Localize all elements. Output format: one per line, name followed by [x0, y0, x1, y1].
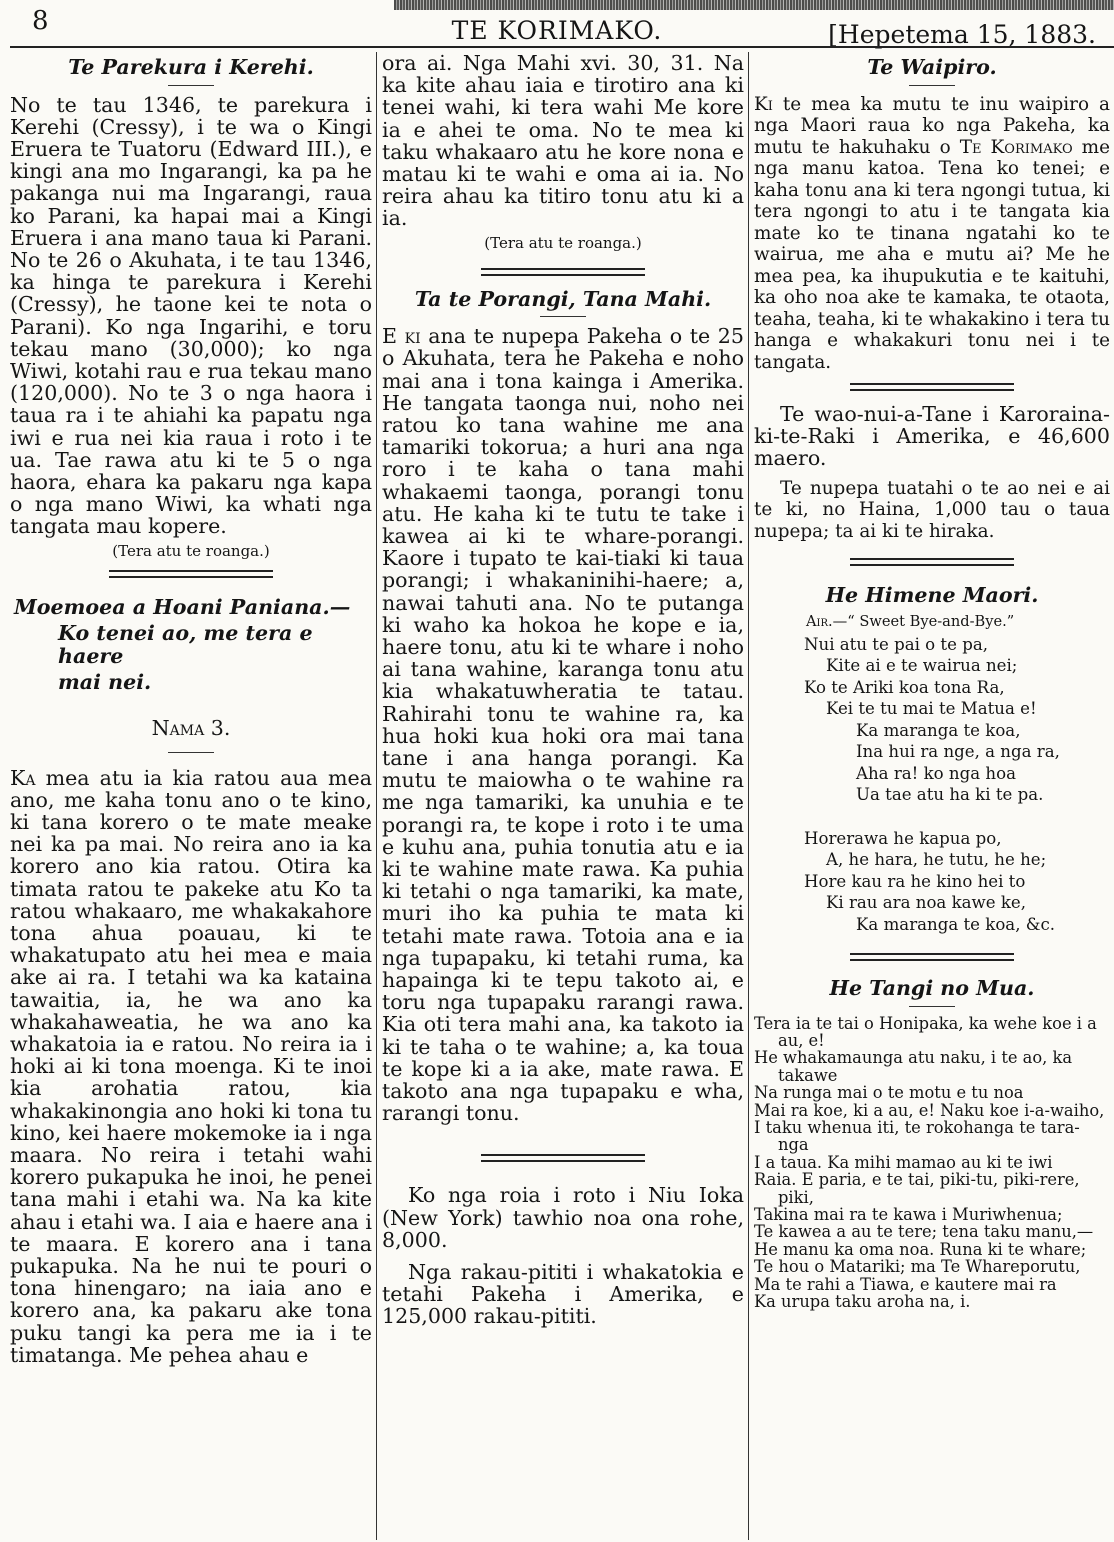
section-divider [481, 268, 645, 276]
article-paragraph: No te tau 1346, te parekura i Kerehi (Cressy), i te wa o Kingi Eruera te Tuatoru (Edward III.), e kingi ana mo Ingarangi, ka pa he pakanga nui ma Ingarangi, raua ko Parani, ka hapai mai a Kingi Eruera i ana mano taua ki Parani. No te 26 o Akuhata, i te tau 1346, ka hinga te parekura i Kerehi (Cressy), he taone kei te nota o Parani). Ko nga Ingarihi, e toru tekau mano (30,000); ko nga Wiwi, kotahi rau e rua tekau mano (120,000). No te 3 o nga haora i taua ra i te ahiahi ka papatu nga iwi e rua nei kia raua i roto i te ua. Tae rawa atu ki te 5 o nga haora, ehara ka pakaru nga kapa o nga mano Wiwi, ka whati nga tangata mau kopere. [10, 92, 372, 539]
section-divider [850, 953, 1014, 961]
article-paragraph: Ko nga roia i roto i Niu Ioka (New York) tawhio noa ona rohe, 8,000. [382, 1183, 744, 1252]
lament-line: Ma te rahi a Tiawa, e kautere mai ra [754, 1274, 1057, 1294]
section-divider [109, 570, 273, 578]
hymn-verses [754, 634, 1110, 936]
hymn-line: Kei te tu mai te Matua e! [826, 699, 1037, 719]
lament-line: Ka urupa taku aroha na, i. [754, 1292, 971, 1312]
hymn-line: Horerawa he kapua po, [804, 828, 1002, 848]
lament-line: I taku whenua iti, te rokohanga te tara-nga [754, 1118, 1080, 1155]
hymn-line: Hore kau ra he kino hei to [804, 871, 1026, 891]
article-heading: Moemoea a Hoani Paniana.— [14, 594, 351, 619]
lament-line: Te kawea a au te tere; tena taku manu,— [754, 1222, 1094, 1242]
article-paragraph: E ki ana te nupepa Pakeha o te 25 o Akuhata, tera he Pakeha e noho mai ana i tona kainga i Amerika. He tangata taonga nui, noho nei ratou ko tana wahine me ana tamariki tokorua; a huri ana nga roro i te kaha o tana mahi whakaemi taonga, porangi tonu atu. He kaha ki te tutu te take i kawea ai ki te whare-porangi. Kaore i tupato te kai-tiaki ki taua porangi; i whakaninihi-haere; a, nawai tahuti ana. No te putanga ki waho ka hokoa he kope e ia, haere tonu, atu ki te whare i noho ai tana wahine, karanga tonu atu kia whakatuwheratia te tatau. Rahirahi tonu te wahine ra, ka hua hoki kua hoki ora mai tana tane i ana hanga porangi. Ka mutu te maiowha o te wahine ra me nga tamariki, ka unuhia e te porangi ra, te kope i roto i te uma e kuhu ana, puhia tonutia atu e ia ki te wahine mate rawa. Ka puhia ki tetahi o nga tamariki, ka mate, muri iho ka puhia te mata ki tetahi mate rawa. Totoia ana e ia nga tupapaku, ki tetahi ruma, ka hapainga ki te tepu takoto ai, e toru nga tupapaku rarangi rawa. Kia oti tera mahi ana, ka takoto ia ki te taha o te wahine; a, ka toua te kope ki a ia ake, mate rawa. E takoto ana nga tupapaku e wha, rarangi tonu. [382, 324, 744, 1126]
hymn-line: Nui atu te pai o te pa, [804, 634, 988, 654]
hymn-air: Air.—“ Sweet Bye-and-Bye.” [806, 612, 1015, 630]
short-rule [909, 1006, 955, 1007]
column-3 [754, 52, 1110, 1537]
section-number: Nama 3. [151, 715, 231, 740]
article-heading: He Tangi no Mua. [829, 976, 1035, 1001]
page-header [0, 0, 1114, 49]
issue-date: [Hepetema 15, 1883. [828, 20, 1096, 49]
section-divider [850, 558, 1014, 566]
short-rule [168, 85, 214, 86]
short-rule [909, 85, 955, 86]
continued-note: (Tera atu te roanga.) [112, 541, 270, 560]
article-heading: mai nei. [58, 670, 152, 695]
column-divider [376, 52, 377, 1540]
column-divider [748, 52, 749, 1540]
article-paragraph: Te wao-nui-a-Tane i Karoraina-ki-te-Raki i Amerika, e 46,600 maero. [754, 402, 1110, 471]
lament-line: I a taua. Ka mihi mamao au ki te iwi [754, 1152, 1053, 1172]
hymn-line: Ina hui ra nge, a nga ra, [856, 742, 1060, 762]
article-paragraph: Ki te mea ka mutu te inu waipiro a nga Maori raua ko nga Pakeha, ka mutu te hakuhaku o Te Korimako me nga manu katoa. Tena ko tenei; e kaha tonu ana ki tera ngongi tutua, ki tera ngongi to atu i te tangata kia mate ko te tinana ngatahi ko te wairua, me aha e mutu ai? Me he mea pea, ka ihupukutia e te kaituhi, ka oho noa ake te kamaka, te otaota, teaha, teaha, ki te whakakino i tera tu hanga e whakakuri tonu nei i te tangata. [754, 93, 1110, 373]
short-rule [168, 752, 214, 753]
lament-line: Te hou o Matariki; ma Te Whareporutu, [754, 1257, 1081, 1277]
lament-line: Mai ra koe, ki a au, e! Naku koe i-a-waiho, [754, 1100, 1105, 1120]
hymn-line: Ka maranga te koa, &c. [856, 914, 1056, 934]
article-paragraph: Ka mea atu ia kia ratou aua mea ano, me kaha tonu ano o te kino, ki tana korero o te mate meake nei ka pa mai. No reira ano ia ka korero ano kia ratou. Otira ka timata ratou te pakeke atu Ko ta ratou whakaaro, me whakakahore tona ahua poauau, ki te whakatupato atu hei mea e maia ake ai ra. I tetahi wa ka kataina tawaitia, ia, he wa ano ka whakahaweatia, he wa ano ka whakatoia ia e ratou. No reira ia i hoki ai ki tona moenga. Ki te inoi kia arohatia ratou, kia whakakinongia ano hoki ki tona tu kino, kei haere mokemoke ia i nga maara. No reira i tetahi wahi korero pukapuka he inoi, he penei tana mahi i etahi wa. Na ka kite ahau i etahi wa. I aia e haere ana i te maara. E korero ana i tana pukapuka. Na he nui te pouri o tona hinengaro; na iaia ano e korero ana, ka pakaru ake tona puku tangi ka pera me ia i te timatanga. Me pehea ahau e [10, 765, 372, 1367]
continued-note: (Tera atu te roanga.) [484, 233, 642, 252]
article-heading: Te Parekura i Kerehi. [68, 55, 314, 79]
newspaper-title: TE KORIMAKO. [451, 16, 663, 45]
lament-line: Na runga mai o te motu e tu noa [754, 1083, 1024, 1103]
column-2 [382, 52, 744, 1537]
lament-line: He whakamaunga atu naku, i te ao, ka takawe [754, 1048, 1073, 1085]
hymn-line: A, he hara, he tutu, he he; [826, 850, 1047, 870]
lament-line: Tera ia te tai o Honipaka, ka wehe koe i a au, e! [754, 1013, 1097, 1051]
article-heading: Ta te Porangi, Tana Mahi. [414, 286, 712, 311]
hymn-line: Ka maranga te koa, [856, 720, 1021, 740]
lament-line: He manu ka oma noa. Runa ki te whare; [754, 1239, 1087, 1259]
hymn-line: Ki rau ara noa kawe ke, [826, 893, 1027, 913]
lament-line: Raia. E paria, e te tai, piki-tu, piki-rere, piki, [754, 1170, 1080, 1207]
column-1 [10, 52, 372, 1537]
lament-line: Takina mai ra te kawa i Muriwhenua; [754, 1205, 1063, 1225]
article-paragraph: Te nupepa tuatahi o te ao nei e ai te ki, no Haina, 1,000 tau o taua nupepa; ta ai ki te hiraka. [754, 477, 1110, 542]
article-paragraph: Nga rakau-pititi i whakatokia e tetahi Pakeha i Amerika, e 125,000 rakau-pititi. [382, 1260, 744, 1329]
article-paragraph: ora ai. Nga Mahi xvi. 30, 31. Na ka kite ahau iaia e tirotiro ana ki tenei wahi, ki tera wahi Me kore ia e ahei te oma. No te mea ki taku whakaaro atu he kore nona e matau ki te wahi e oma ai ia. No reira ahau ka titiro tonu atu ki a ia. [382, 52, 744, 231]
short-rule [540, 316, 586, 317]
section-divider [850, 383, 1014, 391]
hymn-line: Ko te Ariki koa tona Ra, [804, 677, 1005, 697]
article-heading: Te Waipiro. [867, 55, 997, 79]
article-heading: He Himene Maori. [825, 583, 1039, 608]
hymn-line: Aha ra! ko nga hoa [856, 763, 1016, 783]
page-number: 8 [32, 6, 49, 36]
hymn-line: Kite ai e te wairua nei; [826, 656, 1018, 676]
hymn-line: Ua tae atu ha ki te pa. [856, 785, 1044, 805]
article-heading: Ko tenei ao, me tera e haere [58, 621, 313, 668]
lament-verses [754, 1015, 1110, 1311]
section-divider [481, 1154, 645, 1162]
masthead-texture [394, 0, 1114, 10]
header-rule [10, 46, 1114, 48]
